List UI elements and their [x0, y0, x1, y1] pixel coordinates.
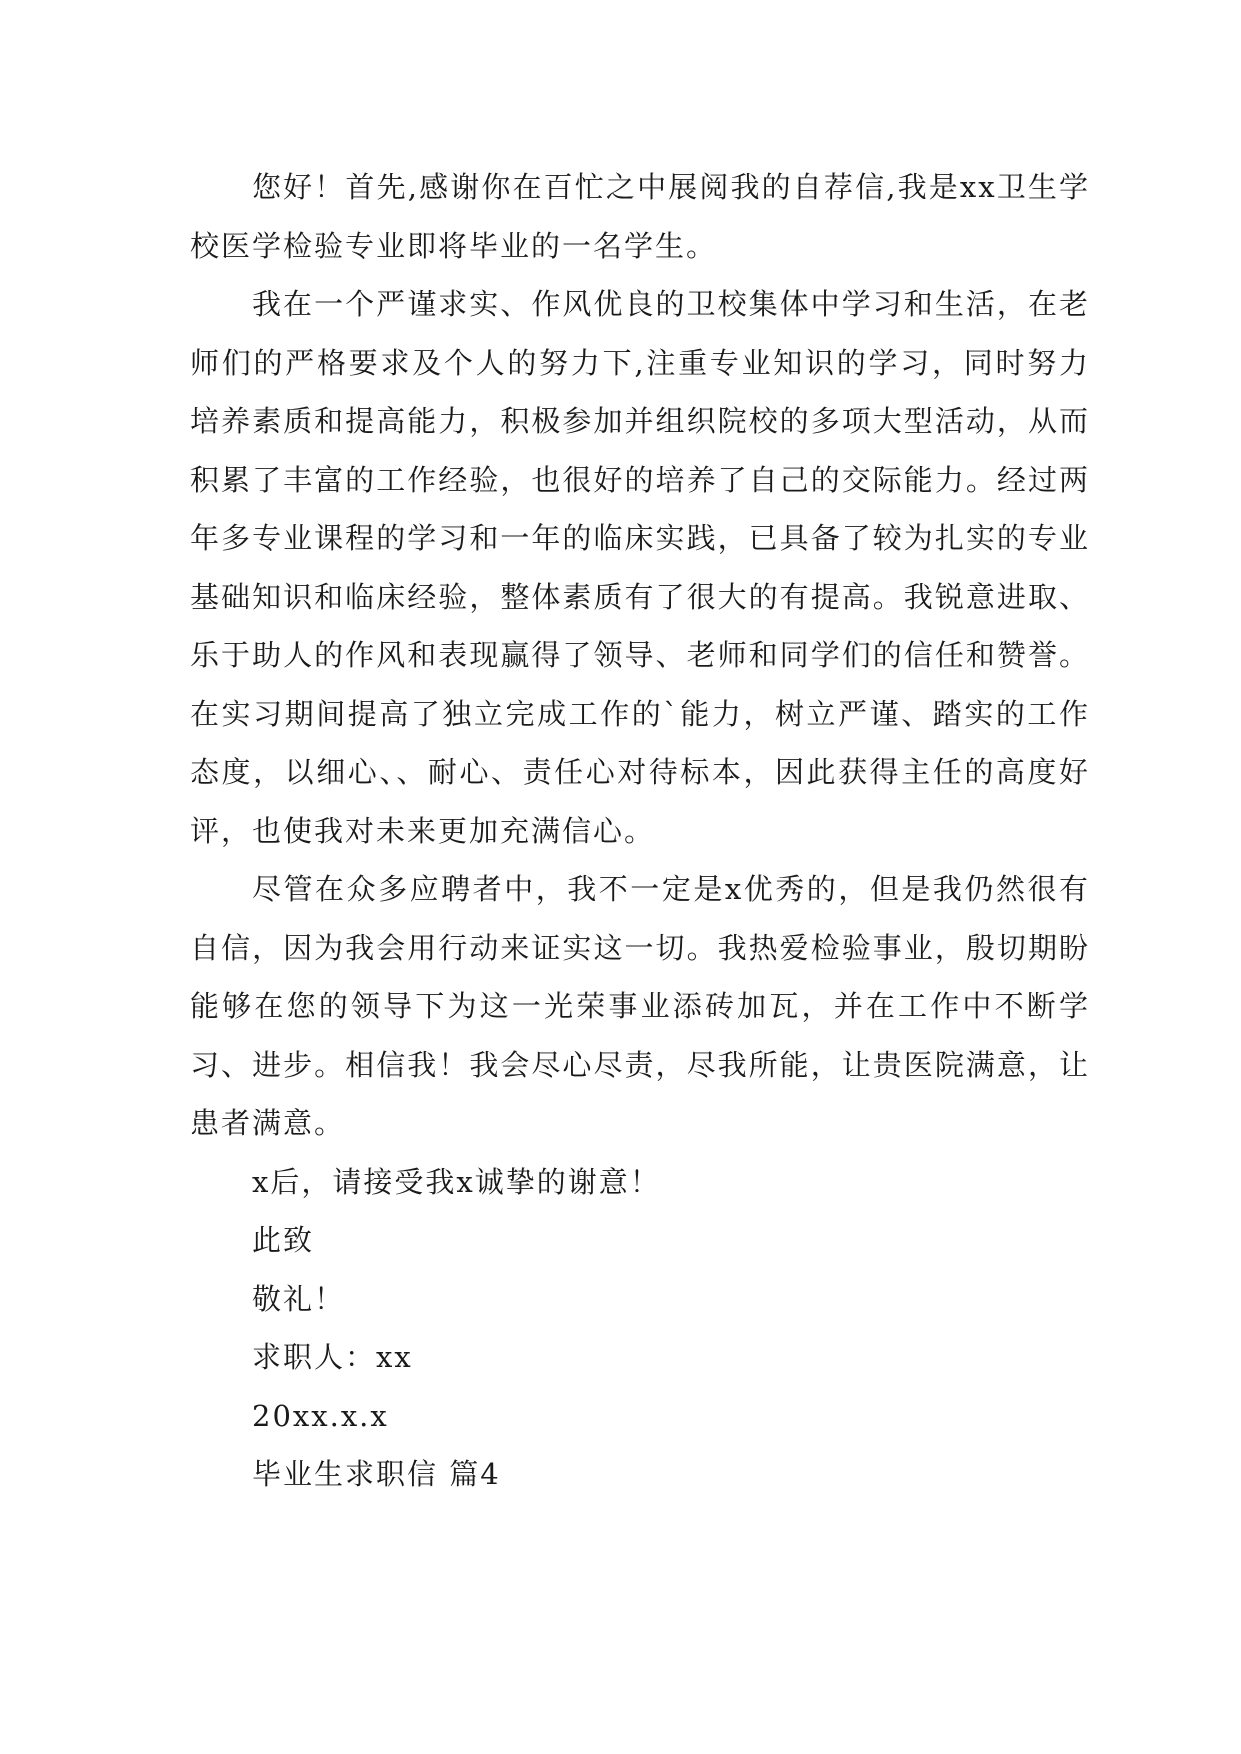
next-section-heading: 毕业生求职信 篇4 [252, 1457, 501, 1491]
salutation-cizhi: 此致 [252, 1223, 315, 1257]
salutation-jingli: 敬礼！ [252, 1281, 346, 1316]
closing-thanks: x后，请接受我x诚挚的谢意！ [252, 1164, 661, 1199]
date: 20xx.x.x [252, 1398, 389, 1433]
paragraph-experience: 我在一个严谨求实、作风优良的卫校集体中学习和生活，在老师们的严格要求及个人的努力下,注重专业知识的学习，同时努力培养素质和提高能力，积极参加并组织院校的多项大型活动，从而积累了丰富的工作经验，也很好的培养了自己的交际能力。经过两年多专业课程的学习和一年的临床实践，已具备了较为扎实的专业基础知识和临床经验，整体素质有了很大的有提高。我锐意进取、乐于助人的作风和表现赢得了领导、老师和同学们的信任和赞誉。在实习期间提高了独立完成工作的`能力，树立严谨、踏实的工作态度，以细心、、耐心、责任心对待标本，因此获得主任的高度好评，也使我对未来更加充满信心。 [190, 287, 1090, 848]
paragraph-confidence: 尽管在众多应聘者中，我不一定是x优秀的，但是我仍然很有自信，因为我会用行动来证实这一切。我热爱检验事业，殷切期盼能够在您的领导下为这一光荣事业添砖加瓦，并在工作中不断学习、进步。相信我！我会尽心尽责，尽我所能，让贵医院满意，让患者满意。 [190, 872, 1090, 1140]
letter-body [190, 158, 1090, 1504]
paragraph-greeting: 您好！首先,感谢你在百忙之中展阅我的自荐信,我是xx卫生学校医学检验专业即将毕业的一名学生。 [190, 170, 1090, 263]
signature: 求职人：xx [252, 1340, 413, 1374]
